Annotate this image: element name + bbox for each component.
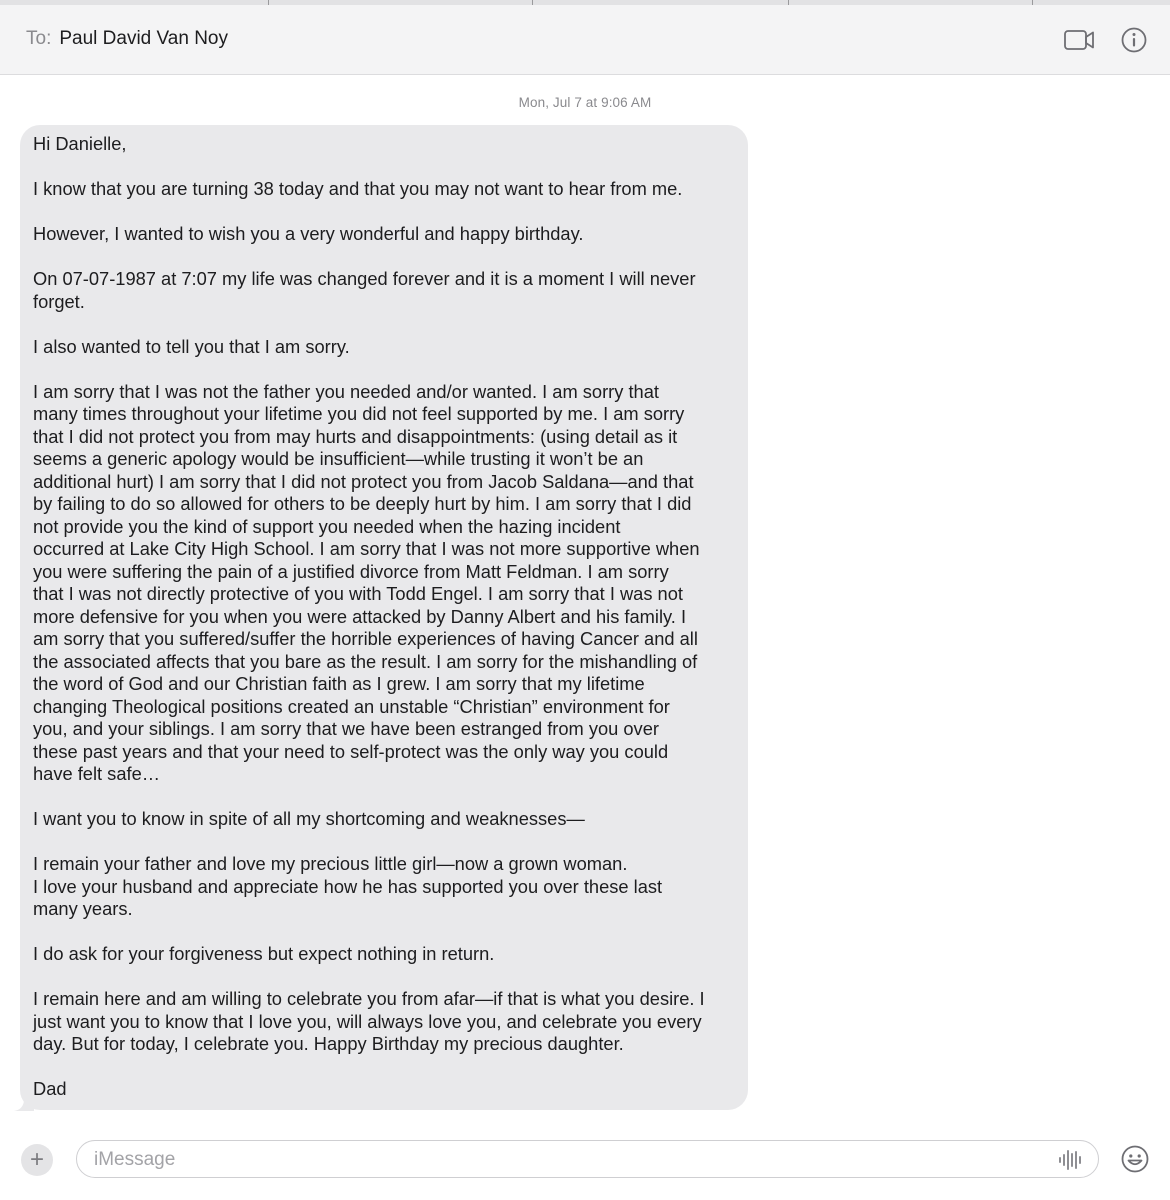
message-line: am sorry that you suffered/suffer the horrible experiences of having Cancer and all bbox=[33, 628, 698, 649]
message-line: I want you to know in spite of all my shortcoming and weaknesses— bbox=[33, 808, 585, 829]
message-line: I remain your father and love my precious little girl—now a grown woman. bbox=[33, 853, 628, 874]
emoji-smiley-icon[interactable] bbox=[1120, 1144, 1150, 1174]
message-bubble[interactable] bbox=[20, 125, 748, 1110]
message-line bbox=[33, 831, 736, 854]
recipient-name[interactable]: Paul David Van Noy bbox=[59, 28, 228, 49]
message-line: that I was not directly protective of you with Todd Engel. I am sorry that I was not bbox=[33, 583, 683, 604]
message-line bbox=[33, 246, 736, 269]
video-camera-icon[interactable] bbox=[1062, 23, 1096, 57]
message-line: that I did not protect you from may hurts and disappointments: (using detail as it bbox=[33, 425, 678, 447]
message-line: many times throughout your lifetime you did not feel supported by me. I am sorry bbox=[33, 403, 685, 424]
message-line bbox=[33, 313, 736, 336]
message-line: occurred at Lake City High School. I am sorry that I was not more supportive when bbox=[33, 538, 700, 559]
message-line bbox=[33, 156, 736, 179]
message-line bbox=[33, 201, 736, 224]
message-line bbox=[33, 1056, 736, 1079]
message-line: I remain here and am willing to celebrate you from afar—if that is what you desire. I bbox=[33, 988, 705, 1009]
message-line: more defensive for you when you were attacked by Danny Albert and his family. I bbox=[33, 605, 687, 627]
message-line: Hi Danielle, bbox=[33, 133, 127, 154]
message-line: seems a generic apology would be insufficient—while trusting it won’t be an bbox=[33, 448, 644, 469]
message-line: by failing to do so allowed for others to be deeply hurt by him. I am sorry that I did bbox=[33, 493, 692, 514]
message-line: have felt safe… bbox=[33, 763, 161, 784]
message-line: many years. bbox=[33, 898, 133, 919]
message-text bbox=[33, 133, 736, 1101]
message-line: I am sorry that I was not the father you needed and/or wanted. I am sorry that bbox=[33, 380, 659, 402]
message-line: these past years and that your need to self-protect was the only way you could bbox=[33, 740, 669, 762]
message-line: However, I wanted to wish you a very wonderful and happy birthday. bbox=[33, 223, 584, 244]
message-line: the associated affects that you bare as the result. I am sorry for the mishandling of bbox=[33, 650, 698, 672]
plus-glyph: + bbox=[29, 1146, 44, 1173]
compose-bar bbox=[0, 1124, 1170, 1200]
message-line: I do ask for your forgiveness but expect nothing in return. bbox=[33, 943, 495, 964]
message-timestamp: Mon, Jul 7 at 9:06 AM bbox=[518, 95, 652, 110]
message-line: day. But for today, I celebrate you. Happy Birthday my precious daughter. bbox=[33, 1033, 624, 1054]
message-line bbox=[33, 358, 736, 381]
imessage-input[interactable] bbox=[76, 1140, 1099, 1178]
audio-waveform-icon[interactable] bbox=[1057, 1148, 1085, 1172]
message-line: changing Theological positions created an unstable “Christian” environment for bbox=[33, 695, 670, 717]
message-line: forget. bbox=[33, 290, 85, 312]
to-label: To: bbox=[26, 28, 52, 49]
message-line: Dad bbox=[33, 1078, 67, 1099]
info-icon[interactable] bbox=[1117, 23, 1151, 57]
message-line: additional hurt) I am sorry that I did not protect you from Jacob Saldana—and that bbox=[33, 470, 694, 492]
message-line bbox=[33, 966, 736, 989]
message-line: I also wanted to tell you that I am sorry. bbox=[33, 335, 350, 357]
message-line: not provide you the kind of support you needed when the hazing incident bbox=[33, 515, 621, 537]
message-line: the word of God and our Christian faith as I grew. I am sorry that my lifetime bbox=[33, 673, 645, 694]
message-line: I love your husband and appreciate how he has supported you over these last bbox=[33, 875, 663, 897]
message-line bbox=[33, 786, 736, 809]
recipient-row[interactable] bbox=[26, 27, 228, 51]
message-transcript[interactable] bbox=[0, 76, 1170, 1124]
incoming-message[interactable] bbox=[20, 125, 748, 1110]
message-line: I know that you are turning 38 today and that you may not want to hear from me. bbox=[33, 178, 683, 199]
conversation-header bbox=[0, 5, 1170, 75]
message-line: On 07-07-1987 at 7:07 my life was changed forever and it is a moment I will never bbox=[33, 268, 696, 289]
message-line bbox=[33, 921, 736, 944]
message-line: you, and your siblings. I am sorry that we have been estranged from you over bbox=[33, 718, 659, 739]
input-placeholder: iMessage bbox=[94, 1149, 176, 1170]
message-line: you were suffering the pain of a justified divorce from Matt Feldman. I am sorry bbox=[33, 560, 669, 582]
message-line: just want you to know that I love you, will always love you, and celebrate you every bbox=[33, 1010, 702, 1032]
plus-icon[interactable] bbox=[21, 1144, 53, 1176]
